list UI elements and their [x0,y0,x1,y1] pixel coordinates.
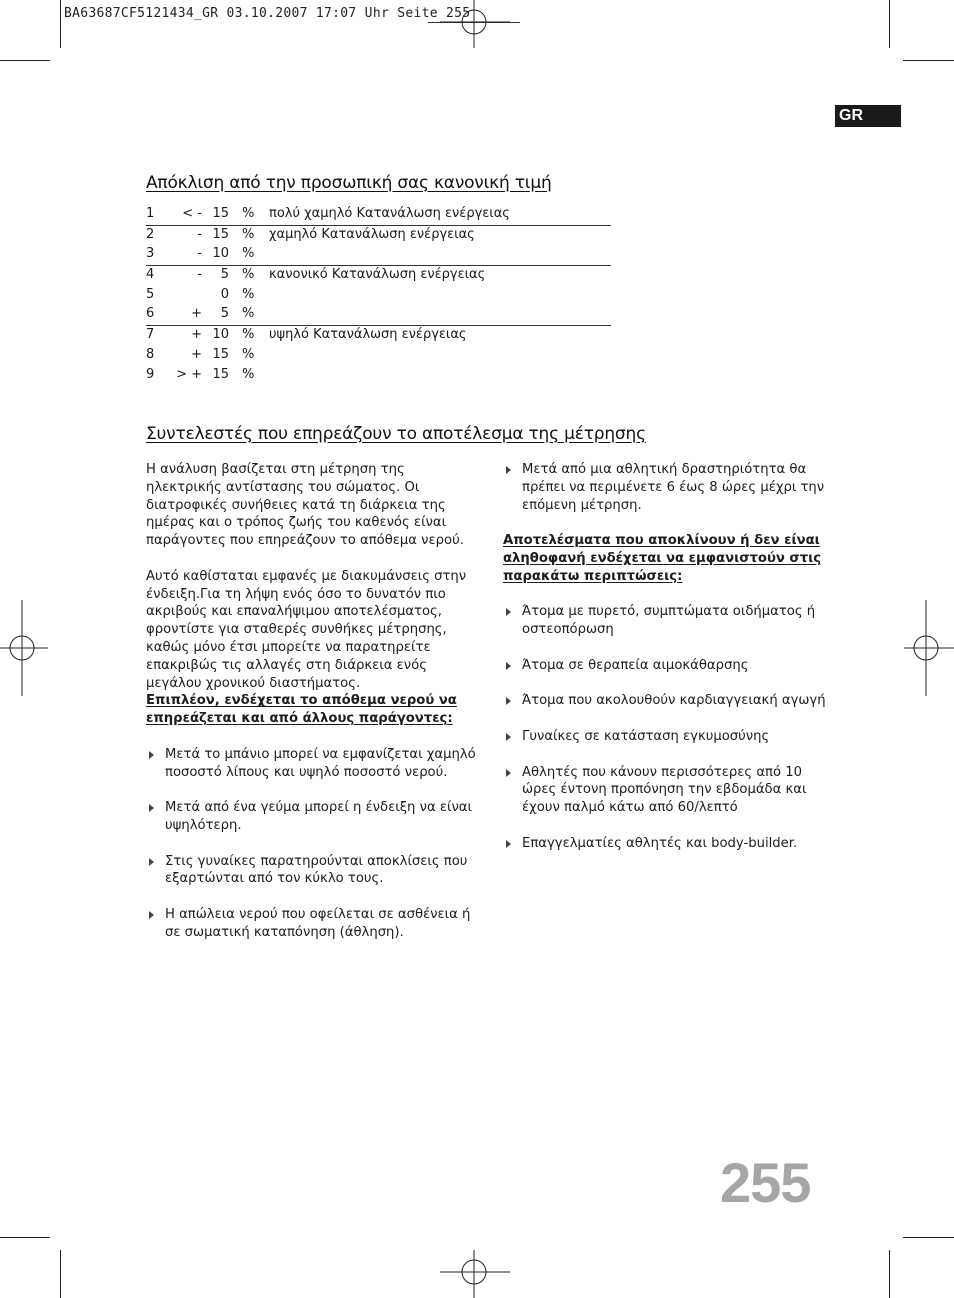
bullet-triangle-icon [506,608,511,616]
registration-mark-left-icon [0,600,48,696]
row-number: 4 [146,267,155,283]
row-percent: % [242,246,255,262]
row-operator: < - [182,206,202,221]
list-item [503,461,828,514]
list-item [146,906,481,942]
row-operator: + [191,346,202,362]
row-operator: > + [176,366,202,382]
row-number: 2 [146,226,155,242]
list-item [503,728,828,746]
row-percent: % [242,327,255,343]
table-row [146,205,611,225]
row-value: 15 [212,366,229,382]
row-value: 5 [220,306,229,322]
list-item-text: Άτομα με πυρετό, συμπτώματα οιδήματος ή οστεοπόρωση [522,604,816,638]
row-percent: % [242,206,255,221]
list-item [503,835,828,853]
page-number: 255 [720,1151,811,1214]
left-column [146,461,481,942]
list-item-text: Άτομα σε θεραπεία αιμοκάθαρσης [522,657,749,673]
table-row [146,305,611,326]
row-number: 3 [146,246,155,262]
list-item-text: Επαγγελματίες αθλητές και body-builder. [522,835,798,851]
section-title-factors: Συντελεστές που επηρεάζουν το αποτέλεσμα της μέτρησης [146,424,646,444]
row-percent: % [242,306,255,322]
paragraph: Η ανάλυση βασίζεται στη μέτρηση της ηλεκτρικής αντίστασης του σώματος. Οι διατροφικές συνήθειες κατά τη διάρκεια της ημέρας και ο τρόπος ζωής του καθενός είναι παράγοντες που επηρεάζουν το απόθεμα νερού. [146,462,464,549]
emphasis-paragraph: Επιπλέον, ενδέχεται το απόθεμα νερού να επηρεάζεται και από άλλους παράγοντες: [146,693,457,727]
list-item [146,853,481,889]
row-percent: % [242,286,255,302]
list-item-text: Η απώλεια νερού που οφείλεται σε ασθένεια ή σε σωματική καταπόνηση (άθληση). [165,906,471,940]
row-value: 10 [212,246,229,262]
row-percent: % [242,267,255,283]
row-description: κανονικό Κατανάλωση ενέργειας [269,267,486,283]
table-row [146,346,611,366]
emphasis-heading: Αποτελέσματα που αποκλίνουν ή δεν είναι αληθοφανή ενδέχεται να εμφανιστούν στις παρακάτω περιπτώσεις: [503,533,822,584]
list-item-text: Μετά το μπάνιο μπορεί να εμφανίζεται χαμηλό ποσοστό λίπους και υψηλό ποσοστό νερού. [165,746,476,780]
table-row [146,225,611,246]
row-operator: + [191,327,202,343]
section-title-deviation: Απόκλιση από την προσωπική σας κανονική τιμή [146,173,552,193]
list-item [503,692,828,710]
row-percent: % [242,226,255,242]
row-description: υψηλό Κατανάλωση ενέργειας [269,327,467,343]
bullet-triangle-icon [506,466,511,474]
deviation-table [146,205,611,385]
row-number: 9 [146,366,155,382]
list-item-text: Γυναίκες σε κατάσταση εγκυμοσύνης [522,728,770,744]
bullet-triangle-icon [506,733,511,741]
row-value: 15 [212,346,229,362]
row-value: 15 [212,206,229,221]
row-value: 15 [212,226,229,242]
row-operator: - [197,267,202,283]
row-number: 5 [146,286,155,302]
list-item [146,799,481,835]
list-item [503,603,828,639]
bullet-triangle-icon [149,751,154,759]
bullet-triangle-icon [149,911,154,919]
row-value: 10 [212,327,229,343]
list-item [503,764,828,817]
table-row [146,366,611,386]
row-number: 1 [146,206,155,221]
row-number: 7 [146,327,155,343]
row-percent: % [242,346,255,362]
list-item-text: Αθλητές που κάνουν περισσότερες από 10 ώρες έντονη προπόνηση την εβδομάδα και έχουν παλμό κάτω από 60/λεπτό [522,764,807,816]
row-number: 8 [146,346,155,362]
row-number: 6 [146,306,155,322]
table-row [146,245,611,266]
row-value: 0 [220,286,229,302]
bullet-triangle-icon [506,769,511,777]
bullet-triangle-icon [149,858,154,866]
list-item-text: Μετά από ένα γεύμα μπορεί η ένδειξη να είναι υψηλότερη. [165,800,472,833]
right-column [503,461,828,853]
bullet-triangle-icon [506,662,511,670]
list-item [503,657,828,675]
paragraph: Αυτό καθίσταται εμφανές με διακυμάνσεις στην ένδειξη.Για τη λήψη ενός όσο το δυνατόν πιο ακριβούς και επαναλήψιμου αποτελέσματος, φροντίστε για σταθερές συνθήκες μέτρησης, καθώς μόνο έτσι μπορείτε να παρατηρείτε επακριβώς τις αλλαγές στη διάρκεια ενός μεγάλου χρονικού διαστήματος. [146,568,467,691]
list-item-text: Στις γυναίκες παρατηρούνται αποκλίσεις που εξαρτώνται από τον κύκλο τους. [165,853,468,887]
list-item-text: Άτομα που ακολουθούν καρδιαγγειακή αγωγή [522,693,826,709]
row-description: πολύ χαμηλό Κατανάλωση ενέργειας [269,206,510,221]
registration-mark-bottom-icon [440,1250,510,1298]
table-row [146,326,611,346]
registration-mark-top-icon [440,0,510,48]
bullet-triangle-icon [149,804,154,812]
language-badge: GR [835,105,901,127]
bullet-triangle-icon [506,840,511,848]
row-operator: + [191,306,202,322]
row-percent: % [242,366,255,382]
list-item-text: Μετά από μια αθλητική δραστηριότητα θα πρέπει να περιμένετε 6 έως 8 ώρες μέχρι την επόμενη μέτρηση. [522,462,825,513]
print-header-meta: BA63687CF5121434_GR 03.10.2007 17:07 Uhr Seite 255 [64,6,471,21]
row-description: χαμηλό Κατανάλωση ενέργειας [269,226,475,242]
registration-mark-right-icon [904,600,954,696]
table-row [146,286,611,306]
list-item [146,746,481,782]
row-operator: - [197,226,202,242]
table-row [146,266,611,286]
row-operator: - [197,246,202,262]
row-value: 5 [220,267,229,283]
bullet-triangle-icon [506,697,511,705]
